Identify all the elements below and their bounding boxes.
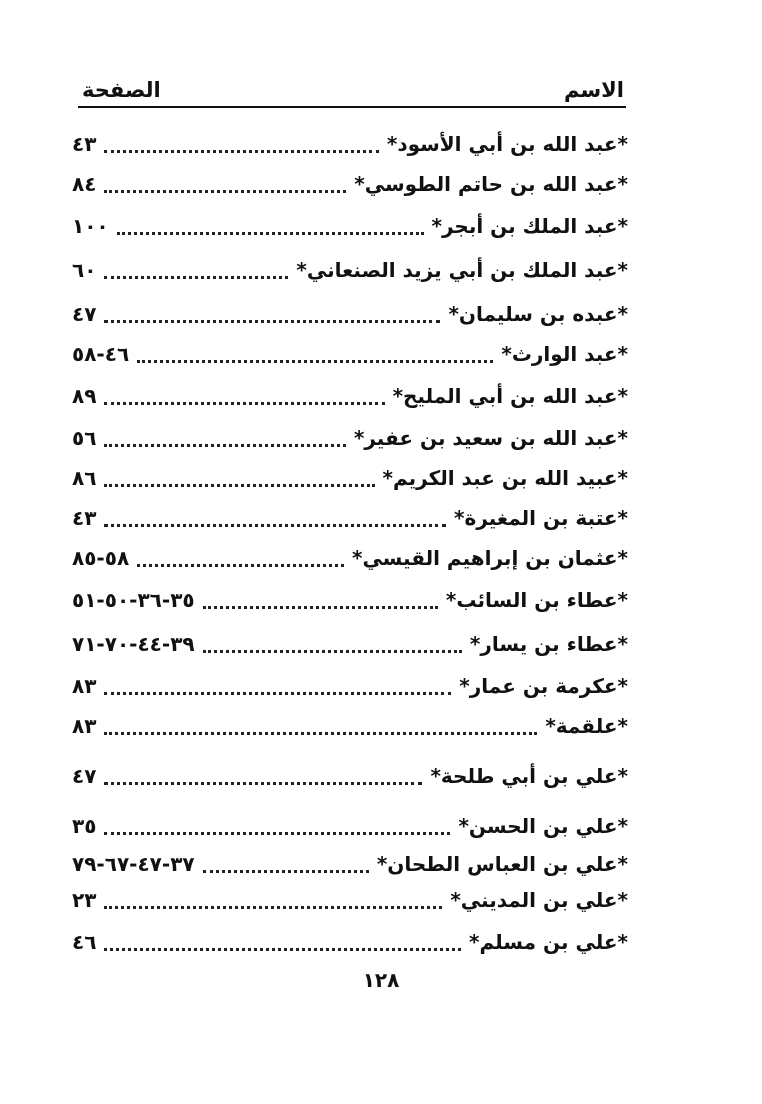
dot-leader bbox=[104, 906, 442, 909]
index-entry bbox=[72, 924, 628, 960]
dot-leader bbox=[104, 402, 384, 405]
dot-leader bbox=[203, 650, 462, 653]
entry-pages: ٣٥-٣٦-٥٠-٥١ bbox=[72, 588, 195, 612]
index-entry bbox=[72, 708, 628, 744]
index-entry bbox=[72, 846, 628, 882]
index-entry bbox=[72, 668, 628, 704]
index-entry bbox=[72, 166, 628, 202]
dot-leader bbox=[104, 692, 451, 695]
entry-name: *عبده بن سليمان* bbox=[448, 302, 628, 326]
dot-leader bbox=[203, 606, 438, 609]
entry-name: *عبد الله بن أبي المليح* bbox=[392, 384, 628, 408]
index-entry bbox=[72, 420, 628, 456]
index-entry bbox=[72, 460, 628, 496]
index-entry bbox=[72, 208, 628, 244]
entry-name: *عكرمة بن عمار* bbox=[459, 674, 628, 698]
entry-name: *عبيد الله بن عبد الكريم* bbox=[382, 466, 628, 490]
entry-name: *علي بن العباس الطحان* bbox=[376, 852, 628, 876]
entry-pages: ٤٣ bbox=[72, 132, 97, 156]
entry-pages: ٥٨-٨٥ bbox=[72, 546, 130, 570]
entry-name: *عبد الله بن أبي الأسود* bbox=[386, 132, 628, 156]
entry-pages: ١٠٠ bbox=[72, 214, 109, 238]
index-entry bbox=[72, 540, 628, 576]
entry-pages: ٣٩-٤٤-٧٠-٧١ bbox=[72, 632, 195, 656]
entry-pages: ٤٦ bbox=[72, 930, 97, 954]
entry-name: *عبد الوارث* bbox=[501, 342, 628, 366]
entry-name: *عبد الله بن حاتم الطوسي* bbox=[354, 172, 628, 196]
entry-pages: ٣٥ bbox=[72, 814, 97, 838]
entry-pages: ٨٩ bbox=[72, 384, 97, 408]
entry-name: *عتبة بن المغيرة* bbox=[454, 506, 628, 530]
dot-leader bbox=[104, 276, 288, 279]
entry-name: *عطاء بن يسار* bbox=[469, 632, 628, 656]
entry-pages: ٤٦-٥٨ bbox=[72, 342, 130, 366]
page-column-label: الصفحة bbox=[82, 78, 161, 102]
dot-leader bbox=[203, 870, 369, 873]
index-entry bbox=[72, 626, 628, 662]
dot-leader bbox=[104, 150, 378, 153]
entry-name: *علي بن المديني* bbox=[450, 888, 628, 912]
index-header bbox=[82, 74, 624, 102]
name-column-label: الاسم bbox=[564, 78, 624, 102]
dot-leader bbox=[117, 232, 424, 235]
entry-pages: ٨٣ bbox=[72, 714, 97, 738]
dot-leader bbox=[104, 320, 440, 323]
dot-leader bbox=[104, 484, 374, 487]
entry-name: *عبد الملك بن أبي يزيد الصنعاني* bbox=[296, 258, 628, 282]
entry-pages: ٤٣ bbox=[72, 506, 97, 530]
index-entry bbox=[72, 582, 628, 618]
entry-name: *عبد الله بن سعيد بن عفير* bbox=[353, 426, 628, 450]
dot-leader bbox=[104, 190, 346, 193]
entry-pages: ٨٦ bbox=[72, 466, 97, 490]
entry-name: *عثمان بن إبراهيم القيسي* bbox=[351, 546, 628, 570]
index-entry bbox=[72, 500, 628, 536]
entry-name: *عطاء بن السائب* bbox=[445, 588, 628, 612]
index-entry bbox=[72, 252, 628, 288]
entry-name: *عبد الملك بن أبجر* bbox=[431, 214, 628, 238]
entry-name: *علقمة* bbox=[545, 714, 628, 738]
dot-leader bbox=[137, 360, 493, 363]
entry-name: *علي بن أبي طلحة* bbox=[430, 764, 628, 788]
entry-pages: ٦٠ bbox=[72, 258, 97, 282]
dot-leader bbox=[137, 564, 344, 567]
index-entry bbox=[72, 126, 628, 162]
entry-pages: ٨٣ bbox=[72, 674, 97, 698]
page-number: ١٢٨ bbox=[362, 968, 400, 992]
entry-pages: ٨٤ bbox=[72, 172, 97, 196]
entry-pages: ٢٣ bbox=[72, 888, 97, 912]
index-entry bbox=[72, 336, 628, 372]
entry-pages: ٤٧ bbox=[72, 302, 97, 326]
index-entry bbox=[72, 808, 628, 844]
dot-leader bbox=[104, 832, 450, 835]
index-entry bbox=[72, 882, 628, 918]
entry-pages: ٤٧ bbox=[72, 764, 97, 788]
index-entry bbox=[72, 296, 628, 332]
index-entry bbox=[72, 378, 628, 414]
dot-leader bbox=[104, 732, 537, 735]
entry-name: *علي بن مسلم* bbox=[469, 930, 628, 954]
dot-leader bbox=[104, 948, 461, 951]
index-entry bbox=[72, 758, 628, 794]
header-divider bbox=[78, 106, 626, 108]
entry-name: *علي بن الحسن* bbox=[458, 814, 628, 838]
entry-pages: ٥٦ bbox=[72, 426, 97, 450]
dot-leader bbox=[104, 782, 422, 785]
entry-pages: ٣٧-٤٧-٦٧-٧٩ bbox=[72, 852, 195, 876]
dot-leader bbox=[104, 524, 446, 527]
dot-leader bbox=[104, 444, 345, 447]
